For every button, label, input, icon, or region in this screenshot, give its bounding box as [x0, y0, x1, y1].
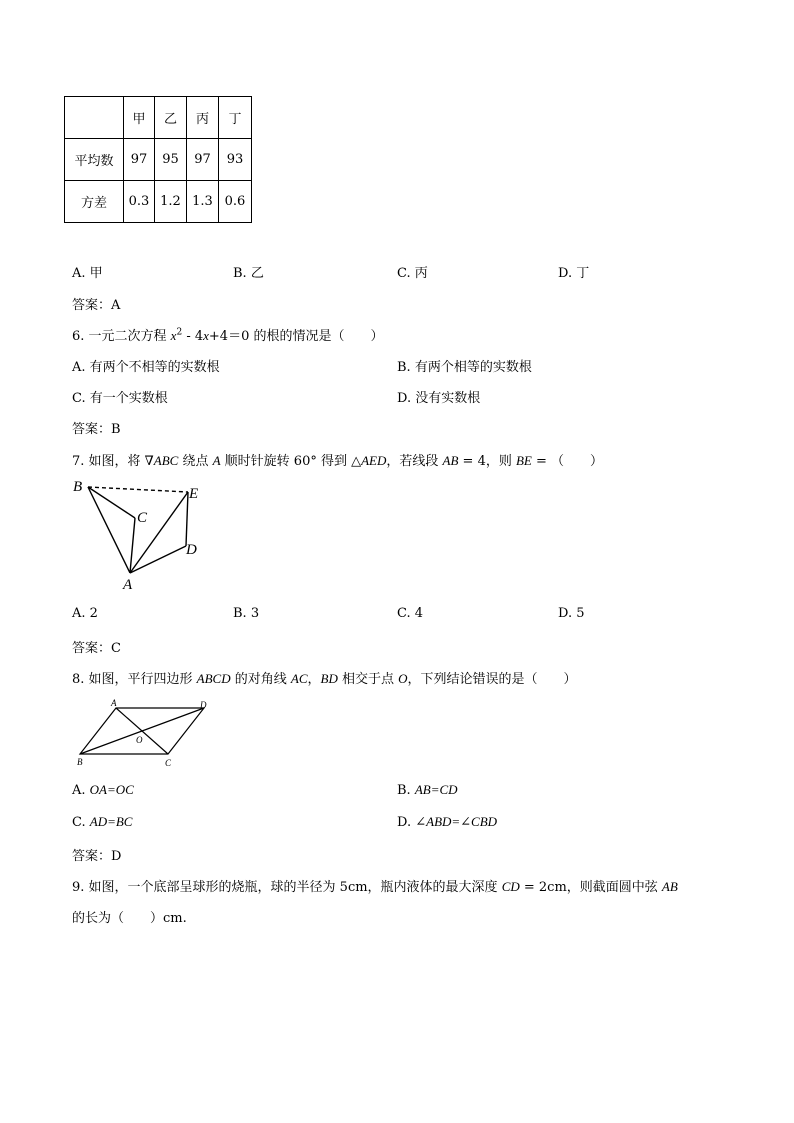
- math-expression: AB: [661, 879, 678, 894]
- answer-text: 答案：A: [72, 298, 121, 313]
- segment-ed: [186, 492, 188, 546]
- option-b: B. 3: [233, 606, 260, 621]
- point-label-b: B: [77, 757, 83, 767]
- math-expression: AB: [442, 453, 459, 468]
- math-expression: ABC: [153, 453, 179, 468]
- table-cell: 0.3: [124, 181, 155, 223]
- question-text-part: 9. 如图，一个底部呈球形的烧瓶，球的半径为 5cm，瓶内液体的最大深度: [72, 880, 502, 895]
- question-text-part: 顺时针旋转 60° 得到 △: [220, 454, 362, 469]
- parallelogram-figure: [70, 696, 220, 772]
- question-text-part: ，下列结论错误的是（ ）: [407, 672, 577, 687]
- question-text-part: - 4: [182, 329, 204, 344]
- table-cell: 97: [187, 139, 219, 181]
- answer-text: 答案：D: [72, 849, 122, 864]
- table-row: [65, 181, 252, 223]
- option-c: C. 4: [397, 606, 424, 621]
- segment-ca: [130, 518, 135, 573]
- option-expression: ∠ABD=∠CBD: [415, 814, 498, 829]
- option-a: A. 有两个不相等的实数根: [72, 360, 220, 375]
- math-variable: x: [170, 328, 177, 343]
- question-text-part: = 2cm，则截面圆中弦: [519, 880, 662, 895]
- point-label-d: D: [186, 542, 197, 558]
- math-variable: x: [203, 328, 209, 343]
- question-text-part: 的对角线: [230, 672, 291, 687]
- question-text: [72, 668, 577, 687]
- table-header-cell: 乙: [155, 97, 187, 139]
- segment-be: [88, 487, 188, 492]
- table-row-label: 平均数: [65, 139, 124, 181]
- point-label-e: E: [189, 486, 199, 502]
- table-header-cell: 丙: [187, 97, 219, 139]
- table-header-row: [65, 97, 252, 139]
- option-b: B. 有两个相等的实数根: [397, 360, 532, 375]
- rotation-figure: [60, 474, 220, 596]
- question-prefix: 6. 一元二次方程: [72, 329, 171, 344]
- table-row: [65, 139, 252, 181]
- math-expression: A: [212, 453, 221, 468]
- option-expression: AB=CD: [414, 782, 458, 797]
- option-a: A. 2: [72, 606, 98, 621]
- option-c: C. 丙: [397, 266, 428, 281]
- point-label-c: C: [137, 510, 148, 526]
- answer-text: 答案：B: [72, 422, 121, 437]
- question-text-part: +4＝0 的根的情况是（ ）: [208, 329, 384, 344]
- stats-table: [64, 96, 252, 223]
- math-exponent: 2: [176, 327, 183, 338]
- math-expression: AED: [361, 453, 387, 468]
- math-expression: BD: [320, 671, 338, 686]
- option-a: [72, 782, 134, 798]
- option-a: A. 甲: [72, 266, 103, 281]
- table-header-cell: [65, 97, 124, 139]
- math-expression: O: [398, 671, 408, 686]
- option-expression: OA=OC: [89, 782, 134, 797]
- point-label-d: D: [200, 700, 207, 710]
- segment-ba: [88, 487, 130, 573]
- question-text: [72, 450, 603, 469]
- option-c: C. 有一个实数根: [72, 391, 168, 406]
- math-expression: AC: [290, 671, 308, 686]
- question-text-part: = （ ）: [531, 454, 604, 469]
- option-prefix: D.: [397, 815, 416, 830]
- option-prefix: A.: [72, 783, 90, 798]
- option-c: [72, 814, 132, 830]
- point-label-a: A: [111, 698, 117, 708]
- math-expression: CD: [501, 879, 520, 894]
- table-cell: 1.2: [155, 181, 187, 223]
- option-prefix: B.: [397, 783, 415, 798]
- segment-da: [130, 546, 186, 573]
- option-d: [397, 814, 497, 830]
- table-header-cell: 甲: [124, 97, 155, 139]
- table-header-cell: 丁: [219, 97, 252, 139]
- option-d: D. 丁: [558, 266, 590, 281]
- table-row-label: 方差: [65, 181, 124, 223]
- question-text: [72, 876, 678, 895]
- answer-text: 答案：C: [72, 641, 121, 656]
- option-b: B. 乙: [233, 266, 264, 281]
- option-d: D. 5: [558, 606, 585, 621]
- question-text-part: = 4，则: [458, 454, 516, 469]
- math-expression: ABCD: [196, 671, 231, 686]
- question-text-part: ，若线段: [386, 454, 443, 469]
- table-cell: 93: [219, 139, 252, 181]
- table-cell: 95: [155, 139, 187, 181]
- option-b: [397, 782, 458, 798]
- point-label-b: B: [73, 479, 83, 495]
- question-text-part: 8. 如图，平行四边形: [72, 672, 197, 687]
- table-cell: 97: [124, 139, 155, 181]
- table-cell: 1.3: [187, 181, 219, 223]
- point-label-o: O: [136, 735, 143, 745]
- option-d: D. 没有实数根: [397, 391, 481, 406]
- option-prefix: C.: [72, 815, 90, 830]
- question-text-part: 相交于点: [337, 672, 399, 687]
- segment-ea: [130, 492, 188, 573]
- question-text-part: 绕点: [178, 454, 213, 469]
- point-label-a: A: [123, 577, 133, 593]
- question-text-part: 7. 如图，将 ∇: [72, 454, 154, 469]
- question-text-continued: 的长为（ ）cm.: [72, 911, 187, 926]
- question-text-part: ，: [307, 672, 321, 687]
- math-expression: BE: [515, 453, 532, 468]
- point-label-c: C: [165, 758, 172, 768]
- table-cell: 0.6: [219, 181, 252, 223]
- option-expression: AD=BC: [89, 814, 133, 829]
- question-text: [72, 325, 383, 344]
